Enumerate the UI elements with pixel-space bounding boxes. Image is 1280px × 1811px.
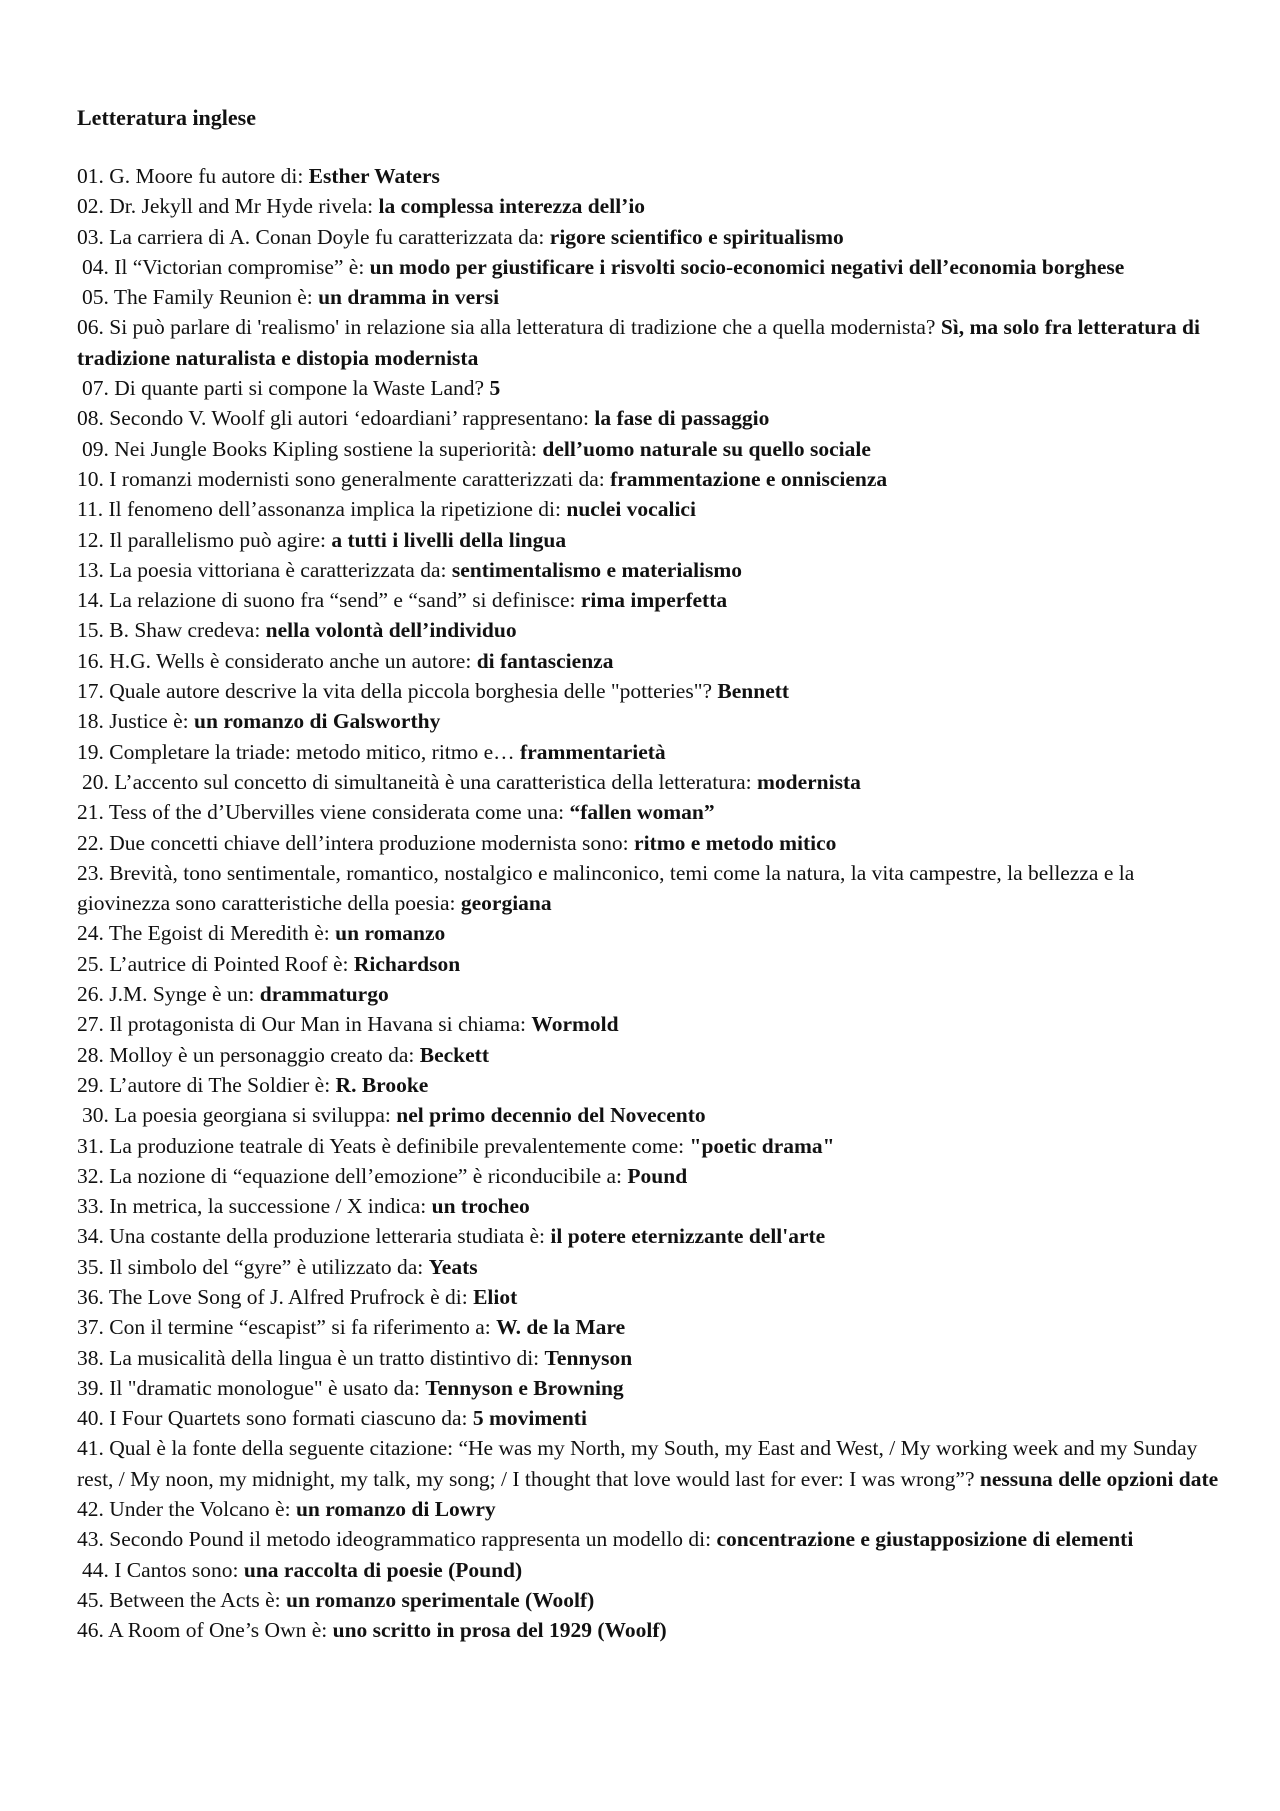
list-item bbox=[77, 1585, 1220, 1615]
question-text: 13. La poesia vittoriana è caratterizzata da: bbox=[77, 557, 452, 582]
question-text: 11. Il fenomeno dell’assonanza implica la ripetizione di: bbox=[77, 497, 567, 522]
question-text: 24. The Egoist di Meredith è: bbox=[77, 921, 336, 946]
list-item bbox=[77, 737, 1220, 767]
list-item bbox=[77, 161, 1220, 191]
list-item bbox=[77, 1070, 1220, 1100]
list-item bbox=[77, 1494, 1220, 1524]
list-item bbox=[77, 646, 1220, 676]
list-item bbox=[77, 282, 1220, 312]
list-item bbox=[77, 191, 1220, 221]
question-text: 15. B. Shaw credeva: bbox=[77, 618, 266, 643]
answer-text: nel primo decennio del Novecento bbox=[396, 1103, 706, 1128]
list-item bbox=[77, 949, 1220, 979]
question-text: 19. Completare la triade: metodo mitico, ritmo e… bbox=[77, 739, 521, 764]
answer-text: sentimentalismo e materialismo bbox=[451, 557, 743, 582]
answer-text: Richardson bbox=[353, 951, 461, 976]
list-item bbox=[77, 676, 1220, 706]
list-item bbox=[77, 1343, 1220, 1373]
question-text: 46. A Room of One’s Own è: bbox=[77, 1618, 333, 1643]
question-text: 10. I romanzi modernisti sono generalmente caratterizzati da: bbox=[77, 466, 611, 491]
question-text: 45. Between the Acts è: bbox=[77, 1587, 286, 1612]
question-text: 41. Qual è la fonte della seguente citazione: “He was my North, my South, my East and West, / My working week and my Sunday rest, / My noon, my midnight, my talk, my song; / I thought that love would last for ever: I was wrong”? bbox=[77, 1436, 1198, 1491]
question-text: 32. La nozione di “equazione dell’emozione” è riconducibile a: bbox=[77, 1163, 628, 1188]
answer-text: la fase di passaggio bbox=[594, 406, 770, 431]
question-text: 02. Dr. Jekyll and Mr Hyde rivela: bbox=[77, 194, 379, 219]
answer-text: W. de la Mare bbox=[496, 1315, 626, 1340]
list-item bbox=[77, 525, 1220, 555]
answer-text: Beckett bbox=[419, 1042, 489, 1067]
question-text: 06. Si può parlare di 'realismo' in relazione sia alla letteratura di tradizione che a quella modernista? bbox=[77, 315, 941, 340]
answer-text: Esther Waters bbox=[308, 164, 440, 188]
answer-text: 5 bbox=[489, 376, 501, 401]
answer-text: ritmo e metodo mitico bbox=[634, 830, 837, 855]
question-text: 40. I Four Quartets sono formati ciascuno da: bbox=[77, 1406, 473, 1431]
list-item bbox=[77, 1100, 1220, 1130]
answer-text: Yeats bbox=[428, 1254, 478, 1279]
answer-text: Wormold bbox=[531, 1012, 619, 1037]
answer-text: un romanzo di Galsworthy bbox=[194, 709, 441, 734]
answer-text: nuclei vocalici bbox=[566, 497, 696, 522]
answer-text: "poetic drama" bbox=[689, 1133, 835, 1158]
question-text: 36. The Love Song of J. Alfred Prufrock è di: bbox=[77, 1284, 474, 1309]
answer-text: a tutti i livelli della lingua bbox=[331, 527, 567, 552]
list-item bbox=[77, 1040, 1220, 1070]
question-text: 21. Tess of the d’Ubervilles viene considerata come una: bbox=[77, 800, 570, 825]
question-text: 42. Under the Volcano è: bbox=[77, 1497, 296, 1522]
list-item bbox=[77, 403, 1220, 433]
answer-text: drammaturgo bbox=[259, 982, 389, 1007]
answer-text: R. Brooke bbox=[335, 1072, 429, 1097]
question-text: 35. Il simbolo del “gyre” è utilizzato da: bbox=[77, 1254, 429, 1279]
answer-text: nella volontà dell’individuo bbox=[265, 618, 517, 643]
answer-text: dell’uomo naturale su quello sociale bbox=[542, 436, 871, 461]
list-item bbox=[77, 585, 1220, 615]
list-item bbox=[77, 706, 1220, 736]
question-text: 34. Una costante della produzione letteraria studiata è: bbox=[77, 1224, 551, 1249]
list-item bbox=[77, 1403, 1220, 1433]
question-text: 01. G. Moore fu autore di: bbox=[77, 164, 309, 188]
list-item bbox=[77, 1433, 1220, 1494]
list-item bbox=[77, 1555, 1220, 1585]
list-item bbox=[77, 918, 1220, 948]
question-text: 08. Secondo V. Woolf gli autori ‘edoardiani’ rappresentano: bbox=[77, 406, 595, 431]
list-item bbox=[77, 464, 1220, 494]
answer-text: una raccolta di poesie (Pound) bbox=[243, 1557, 523, 1582]
question-text: 14. La relazione di suono fra “send” e “sand” si definisce: bbox=[77, 588, 581, 613]
list-item bbox=[77, 1161, 1220, 1191]
list-item bbox=[77, 494, 1220, 524]
list-item bbox=[77, 1131, 1220, 1161]
list-item bbox=[77, 555, 1220, 585]
answer-text: Pound bbox=[627, 1163, 688, 1188]
question-text: 43. Secondo Pound il metodo ideogrammatico rappresenta un modello di: bbox=[77, 1527, 717, 1552]
list-item bbox=[77, 1524, 1220, 1554]
question-text: 29. L’autore di The Soldier è: bbox=[77, 1072, 336, 1097]
question-text: 22. Due concetti chiave dell’intera produzione modernista sono: bbox=[77, 830, 635, 855]
answer-text: un romanzo bbox=[335, 921, 446, 946]
question-text: 17. Quale autore descrive la vita della piccola borghesia delle "potteries"? bbox=[77, 679, 718, 704]
list-item bbox=[77, 252, 1220, 282]
list-item bbox=[77, 1221, 1220, 1251]
question-text: 37. Con il termine “escapist” si fa riferimento a: bbox=[77, 1315, 497, 1340]
question-text: 12. Il parallelismo può agire: bbox=[77, 527, 332, 552]
answer-text: nessuna delle opzioni date bbox=[979, 1466, 1219, 1491]
answer-text: di fantascienza bbox=[476, 648, 614, 673]
question-text: 16. H.G. Wells è considerato anche un autore: bbox=[77, 648, 477, 673]
answer-text: modernista bbox=[756, 769, 861, 794]
answer-text: il potere eternizzante dell'arte bbox=[550, 1224, 826, 1249]
list-item bbox=[77, 858, 1220, 919]
question-text: 20. L’accento sul concetto di simultaneità è una caratteristica della letteratura: bbox=[82, 769, 757, 794]
question-text: 26. J.M. Synge è un: bbox=[77, 982, 260, 1007]
list-item bbox=[77, 1373, 1220, 1403]
question-text: 44. I Cantos sono: bbox=[82, 1557, 244, 1582]
answer-text: rima imperfetta bbox=[580, 588, 728, 613]
question-text: 09. Nei Jungle Books Kipling sostiene la superiorità: bbox=[82, 436, 543, 461]
answer-text: frammentazione e onniscienza bbox=[610, 466, 888, 491]
question-list bbox=[77, 161, 1220, 1646]
answer-text: frammentarietà bbox=[520, 739, 666, 764]
list-item bbox=[77, 222, 1220, 252]
question-text: 07. Di quante parti si compone la Waste Land? bbox=[82, 376, 490, 401]
answer-text: Bennett bbox=[717, 679, 790, 704]
answer-text: Tennyson e Browning bbox=[425, 1375, 624, 1400]
question-text: 25. L’autrice di Pointed Roof è: bbox=[77, 951, 354, 976]
question-text: 38. La musicalità della lingua è un tratto distintivo di: bbox=[77, 1345, 545, 1370]
answer-text: la complessa interezza dell’io bbox=[378, 194, 646, 219]
list-item bbox=[77, 1282, 1220, 1312]
list-item bbox=[77, 373, 1220, 403]
question-text: 28. Molloy è un personaggio creato da: bbox=[77, 1042, 420, 1067]
question-text: 39. Il "dramatic monologue" è usato da: bbox=[77, 1375, 426, 1400]
list-item bbox=[77, 828, 1220, 858]
question-text: 30. La poesia georgiana si sviluppa: bbox=[82, 1103, 397, 1128]
question-text: 31. La produzione teatrale di Yeats è definibile prevalentemente come: bbox=[77, 1133, 690, 1158]
answer-text: un modo per giustificare i risvolti socio-economici negativi dell’economia borghese bbox=[369, 254, 1125, 279]
answer-text: un dramma in versi bbox=[318, 285, 500, 310]
list-item bbox=[77, 1312, 1220, 1342]
question-text: 03. La carriera di A. Conan Doyle fu caratterizzata da: bbox=[77, 224, 550, 249]
list-item bbox=[77, 312, 1220, 373]
list-item bbox=[77, 434, 1220, 464]
question-text: 33. In metrica, la successione / X indica: bbox=[77, 1194, 432, 1219]
page-title: Letteratura inglese bbox=[77, 105, 256, 130]
question-text: 18. Justice è: bbox=[77, 709, 195, 734]
answer-text: un romanzo di Lowry bbox=[295, 1497, 496, 1522]
list-item bbox=[77, 767, 1220, 797]
answer-text: Tennyson bbox=[544, 1345, 633, 1370]
answer-text: “fallen woman” bbox=[569, 800, 715, 825]
question-text: 23. Brevità, tono sentimentale, romantico, nostalgico e malinconico, temi come la natura, la vita campestre, la bellezza e la giovinezza sono caratteristiche della poesia: bbox=[77, 860, 1135, 916]
answer-text: un trocheo bbox=[431, 1194, 530, 1219]
list-item bbox=[77, 615, 1220, 645]
answer-text: un romanzo sperimentale (Woolf) bbox=[285, 1587, 595, 1612]
answer-text: 5 movimenti bbox=[472, 1406, 587, 1431]
list-item bbox=[77, 1615, 1220, 1645]
list-item bbox=[77, 1191, 1220, 1221]
answer-text: Sì, ma solo fra letteratura di tradizione naturalista e distopia modernista bbox=[77, 315, 1200, 370]
question-text: 05. The Family Reunion è: bbox=[82, 285, 319, 310]
list-item bbox=[77, 1009, 1220, 1039]
list-item bbox=[77, 1252, 1220, 1282]
answer-text: concentrazione e giustapposizione di elementi bbox=[716, 1527, 1134, 1552]
answer-text: uno scritto in prosa del 1929 (Woolf) bbox=[332, 1618, 667, 1643]
list-item bbox=[77, 797, 1220, 827]
question-text: 04. Il “Victorian compromise” è: bbox=[82, 254, 370, 279]
answer-text: rigore scientifico e spiritualismo bbox=[549, 224, 844, 249]
question-text: 27. Il protagonista di Our Man in Havana si chiama: bbox=[77, 1012, 532, 1037]
list-item bbox=[77, 979, 1220, 1009]
answer-text: georgiana bbox=[460, 891, 552, 916]
answer-text: Eliot bbox=[473, 1284, 518, 1309]
